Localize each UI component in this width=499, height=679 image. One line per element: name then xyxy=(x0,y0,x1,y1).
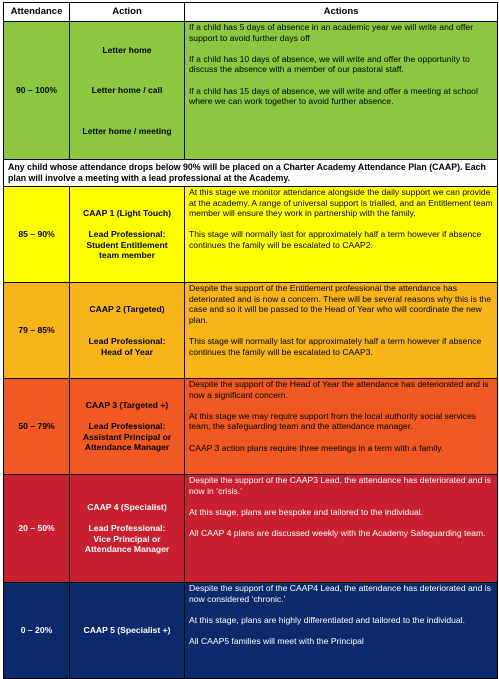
caap3-lead-2: Attendance Manager xyxy=(84,442,170,453)
action-letter-home: Letter home xyxy=(102,44,152,55)
text-caap4-2: At this stage, plans are bespoke and tailored to the individual. xyxy=(189,506,424,517)
caap4-lead-label: Lead Professional: xyxy=(88,523,166,534)
text-caap5-3: All CAAP5 families will meet with the Principal xyxy=(189,635,364,646)
caap4-lead-2: Attendance Manager xyxy=(84,544,170,555)
caap-note: Any child whose attendance drops below 90% will be placed on a Charter Academy Attendance Plan (CAAP). Each plan will involve a meeting with a lead professional at the Academy. xyxy=(4,160,498,187)
text-caap1 xyxy=(185,187,498,283)
action-caap4 xyxy=(70,475,185,583)
text-caap5-1: Despite the support of the CAAP4 Lead, the attendance has deteriorated and is now considered ‘chronic.’ xyxy=(189,583,491,604)
text-caap1-2: This stage will normally last for approximately half a term however if absence continues the family will be escalated to CAAP2. xyxy=(189,229,482,250)
range-caap4: 20 – 50% xyxy=(4,475,70,583)
caap1-lead-2: team member xyxy=(99,250,155,261)
text-caap4 xyxy=(185,475,498,583)
text-caap3-3: CAAP 3 action plans require three meetings in a term with a family. xyxy=(189,442,444,453)
attendance-plan-table xyxy=(3,2,498,679)
caap1-lead-label: Lead Professional: xyxy=(88,229,166,240)
range-green: 90 – 100% xyxy=(4,22,70,160)
text-caap3-1: Despite the support of the Head of Year the attendance has deteriorated and is now a significant concern. xyxy=(189,379,489,400)
text-green-3: If a child has 15 days of absence, we will write and offer a meeting at school where we can work together to avoid further absence. xyxy=(189,85,478,107)
text-caap4-3: All CAAP 4 plans are discussed weekly with the Academy Safeguarding team. xyxy=(189,527,486,538)
range-caap5: 0 – 20% xyxy=(4,583,70,679)
text-caap2 xyxy=(185,283,498,379)
action-letter-home-meeting: Letter home / meeting xyxy=(82,125,172,136)
caap2-lead-1: Head of Year xyxy=(101,346,153,357)
range-caap2: 79 – 85% xyxy=(4,283,70,379)
action-caap1 xyxy=(70,187,185,283)
action-caap5 xyxy=(70,583,185,679)
caap2-title: CAAP 2 (Targeted) xyxy=(89,303,165,314)
caap2-lead-label: Lead Professional: xyxy=(88,336,166,347)
text-green-2: If a child has 10 days of absence, we will write and offer the opportunity to discuss the absence with a member of our pastoral staff. xyxy=(189,53,470,75)
header-attendance: Attendance xyxy=(4,3,70,22)
action-green xyxy=(70,22,185,160)
row-caap5 xyxy=(4,583,498,679)
text-green-1: If a child has 5 days of absence in an academic year we will write and offer support to avoid further days off xyxy=(189,22,474,43)
caap1-title: CAAP 1 (Light Touch) xyxy=(83,208,171,219)
header-actions: Actions xyxy=(185,3,498,22)
caap1-lead-1: Student Entitlement xyxy=(86,239,168,250)
caap3-lead-1: Assistant Principal or xyxy=(82,431,172,442)
row-green xyxy=(4,22,498,160)
text-caap5 xyxy=(185,583,498,679)
text-caap2-2: This stage will normally last for approximately half a term however if absence continues the family will be escalated to CAAP3. xyxy=(189,335,482,357)
caap5-title: CAAP 5 (Specialist +) xyxy=(83,625,171,636)
row-note xyxy=(4,160,498,187)
header-row xyxy=(4,3,498,22)
row-caap1 xyxy=(4,187,498,283)
caap4-title: CAAP 4 (Specialist) xyxy=(87,502,167,513)
text-caap3-2: At this stage we may require support from the local authority social services team, the safeguarding team and the attendance manager. xyxy=(189,410,477,432)
row-caap3 xyxy=(4,379,498,475)
header-action: Action xyxy=(70,3,185,22)
row-caap2 xyxy=(4,283,498,379)
caap4-lead-1: Vice Principal or xyxy=(93,533,161,544)
caap3-lead-label: Lead Professional: xyxy=(88,421,166,432)
text-caap1-1: At this stage we monitor attendance alongside the daily support we can provide at the academy. A range of universal support is trialled, and an Entitlement team member will ensure they work in partnership with the family. xyxy=(189,187,493,219)
text-caap5-2: At this stage, plans are highly differentiated and tailored to the individual. xyxy=(189,614,465,625)
range-caap1: 85 – 90% xyxy=(4,187,70,283)
row-caap4 xyxy=(4,475,498,583)
caap3-title: CAAP 3 (Targeted +) xyxy=(85,400,169,411)
text-caap3 xyxy=(185,379,498,475)
text-green xyxy=(185,22,498,160)
action-caap2 xyxy=(70,283,185,379)
text-caap4-1: Despite the support of the CAAP3 Lead, the attendance has deteriorated and is now in ‘crisis.’ xyxy=(189,475,491,496)
action-caap3 xyxy=(70,379,185,475)
range-caap3: 50 – 79% xyxy=(4,379,70,475)
action-letter-home-call: Letter home / call xyxy=(91,85,163,96)
text-caap2-1: Despite the support of the Entitlement professional the attendance has deteriorated and is now a concern. There will be several reasons why this is the case and so it will be passed to the Head of Year who will coordinate the new plan. xyxy=(189,283,492,325)
